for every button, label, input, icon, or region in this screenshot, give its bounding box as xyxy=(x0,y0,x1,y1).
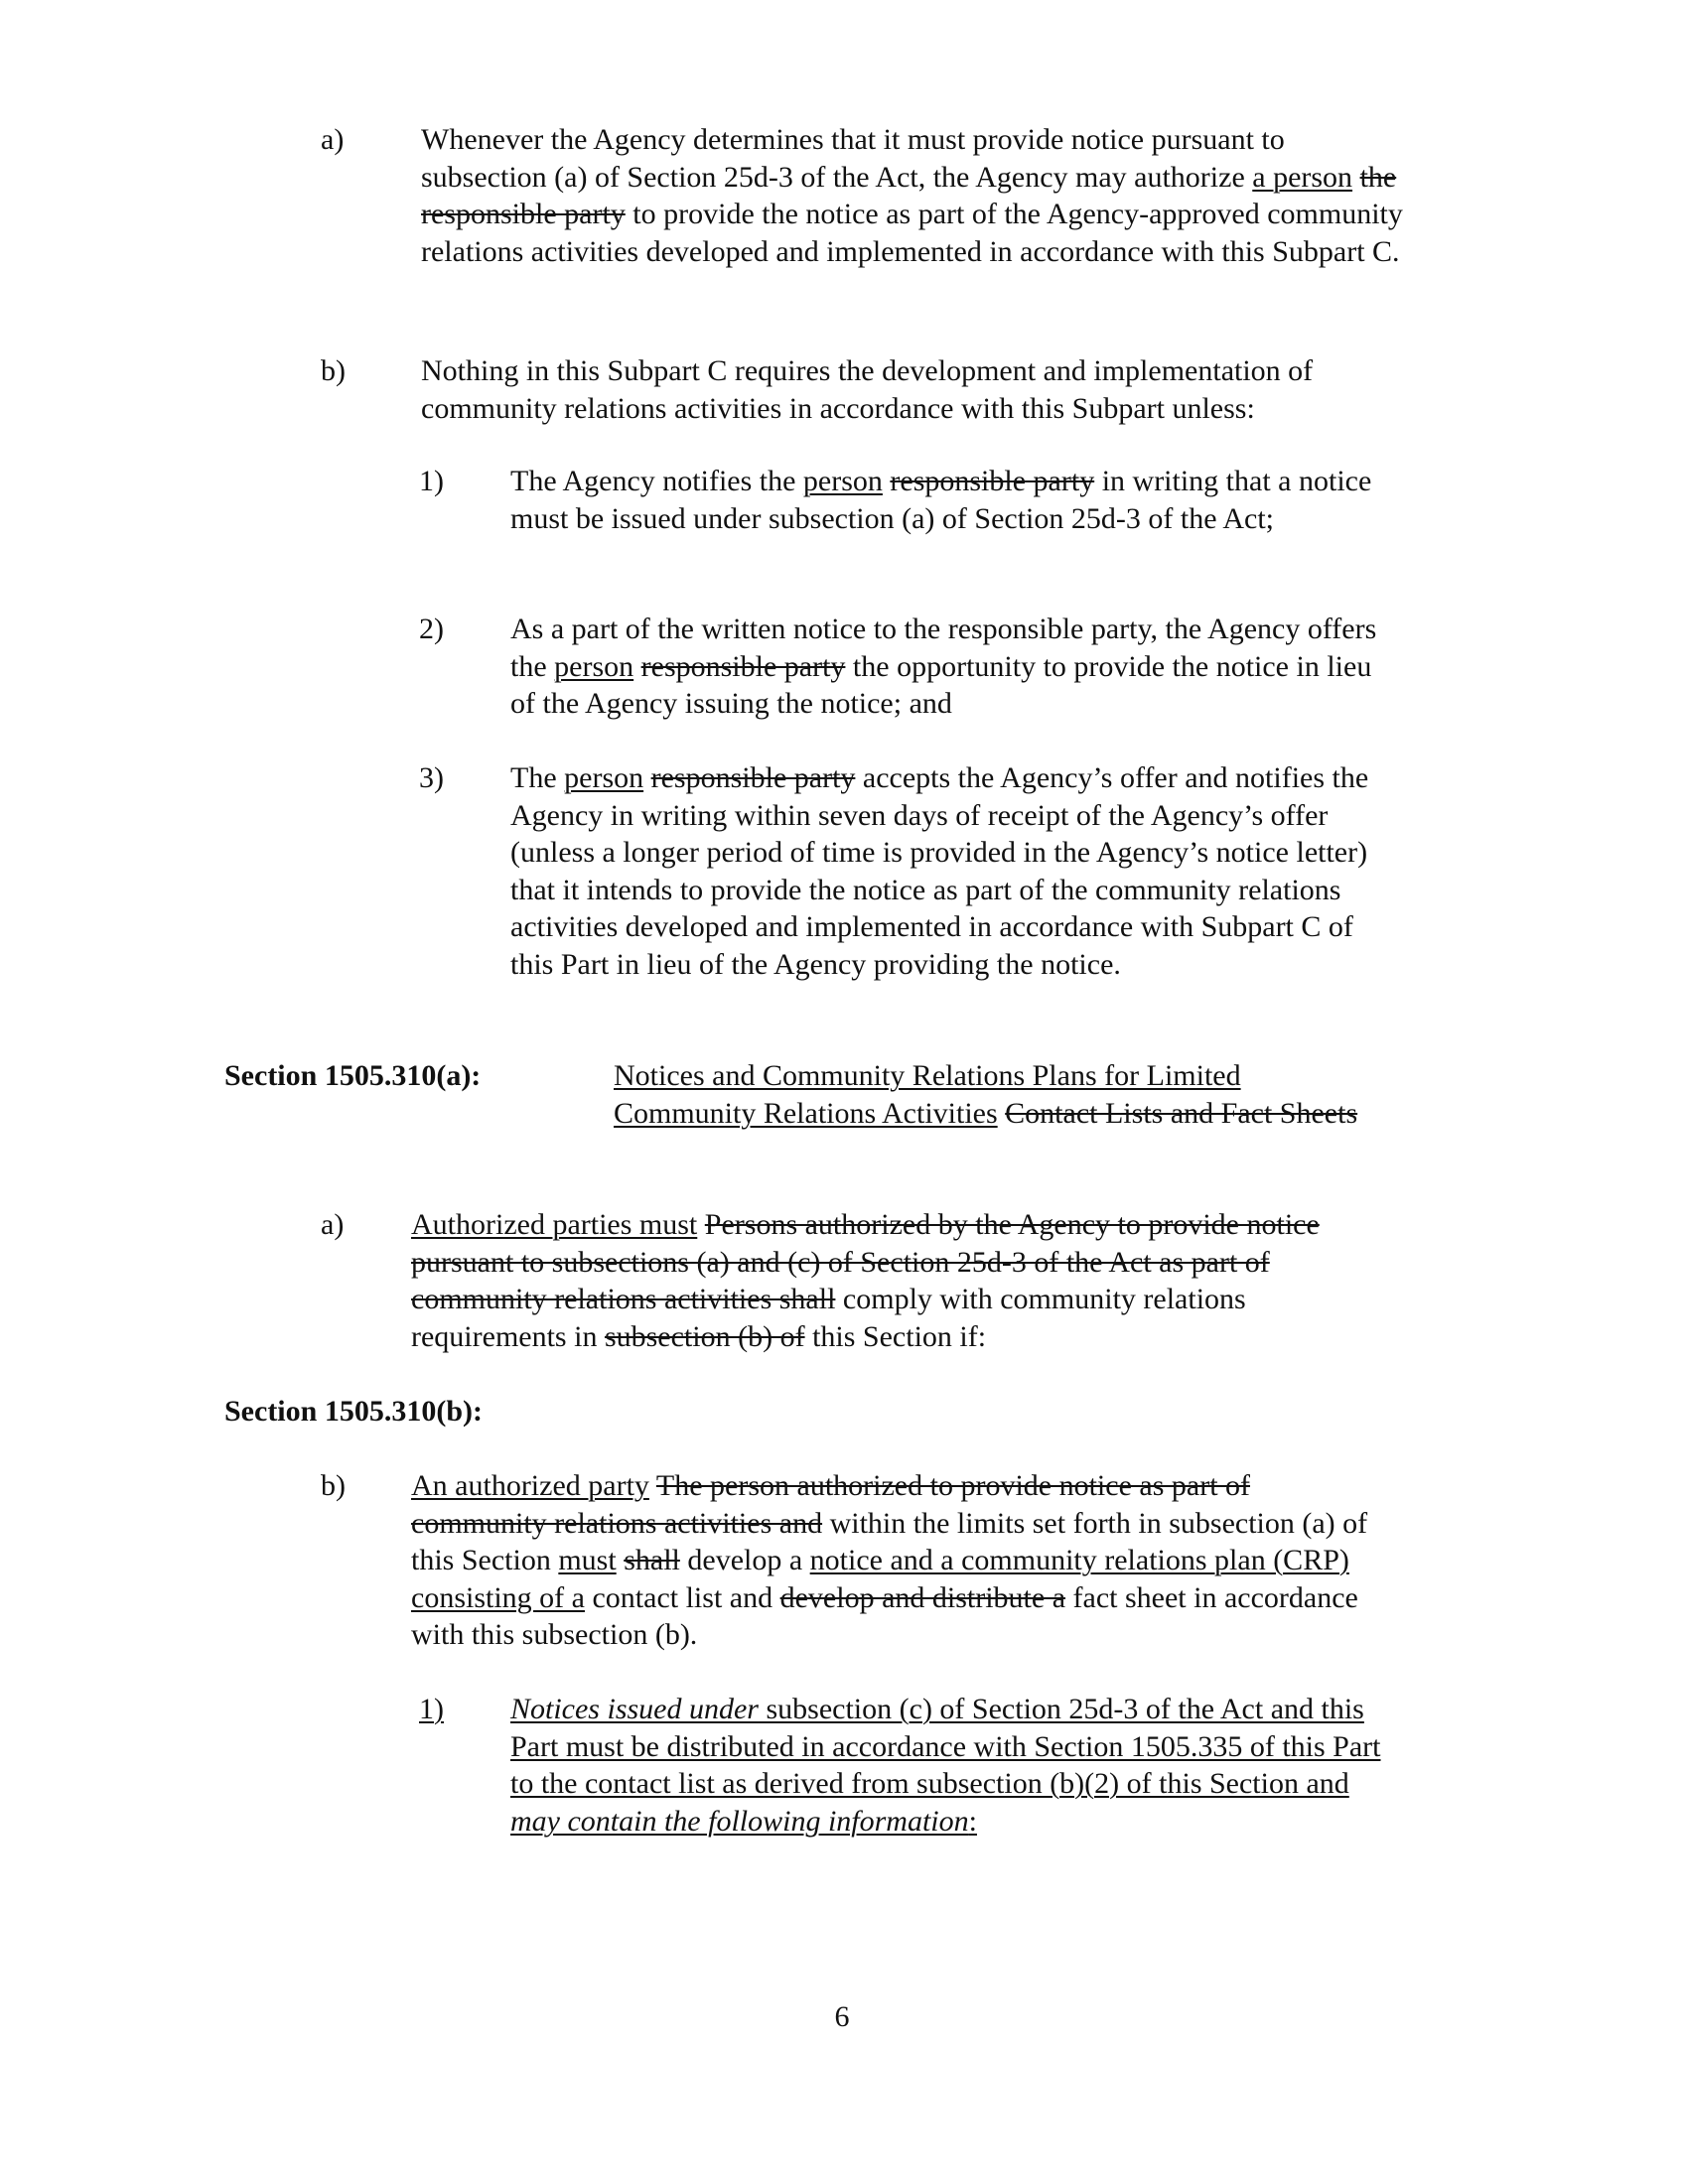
inserted-text: : xyxy=(968,1804,977,1838)
section-a-para-label: a) xyxy=(321,1208,345,1241)
section-b-item-1-text xyxy=(510,1691,1384,1840)
text-run: Nothing in this Subpart C requires the development and implementation of community relations activities in accordance with this Subpart unless: xyxy=(421,354,1314,425)
inserted-text: person xyxy=(564,761,644,794)
section-a-heading: Section 1505.310(a): xyxy=(224,1059,482,1092)
inserted-text: Notices and Community Relations Plans for Limited Community Relations Activities xyxy=(614,1059,1241,1130)
inserted-text: must xyxy=(558,1544,617,1576)
item-2-label: 2) xyxy=(419,613,444,645)
inserted-text: person xyxy=(554,649,634,683)
text-run: The Agency notifies the xyxy=(510,465,803,497)
inserted-text: a person xyxy=(1252,160,1353,194)
deleted-text: responsible party xyxy=(890,465,1095,497)
inserted-text: An authorized party xyxy=(411,1469,649,1502)
text-run: contact list and xyxy=(584,1580,780,1614)
text-run xyxy=(633,650,641,683)
para-b-text xyxy=(421,352,1414,427)
inserted-text: may contain the following information xyxy=(510,1804,969,1838)
deleted-text: shall xyxy=(624,1544,680,1576)
item-3-label: 3) xyxy=(419,761,444,794)
text-run: accepts the Agency’s offer and notifies the Agency in writing within seven days of receipt of the Agency’s offer (unless a longer period of time is provided in the Agency’s notice letter) that it intends to provide the notice as part of the community relations activities developed and implemented in accordance with Subpart C of this Part in lieu of the Agency providing the notice. xyxy=(510,761,1369,981)
deleted-text: Contact Lists and Fact Sheets xyxy=(1005,1096,1358,1130)
section-b-para-label: b) xyxy=(321,1469,346,1502)
text-run: The xyxy=(510,761,565,794)
item-1-text xyxy=(510,463,1384,537)
text-run: the opportunity to provide the notice in lieu of the Agency issuing the notice; and xyxy=(510,649,1372,720)
text-run xyxy=(1352,161,1360,194)
inserted-text: subsection (c) of Section 25d-3 of the Act and this Part must be distributed in accordance with Section 1505.335 of this Part to the contact list as derived from subsection (b)(2) of this Section and xyxy=(510,1693,1381,1800)
deleted-text: The person authorized to provide notice as part of community relations activities and xyxy=(411,1469,1251,1540)
section-b-heading: Section 1505.310(b): xyxy=(224,1395,483,1428)
item-1-label: 1) xyxy=(419,465,444,497)
text-run: As a part of the written notice to the responsible party, the Agency offers the xyxy=(510,613,1377,683)
text-run xyxy=(649,1469,656,1502)
item-2-text xyxy=(510,611,1384,723)
section-b-item-1-label: 1) xyxy=(419,1693,444,1725)
section-a-title xyxy=(614,1057,1368,1132)
section-a-para-text xyxy=(411,1206,1364,1355)
text-run: within the limits set forth in subsection (a) of this Section xyxy=(411,1506,1368,1576)
text-run xyxy=(643,761,651,794)
section-b-para-text xyxy=(411,1467,1374,1654)
inserted-text: person xyxy=(802,465,883,497)
text-run: to provide the notice as part of the Agency-approved community relations activities developed and implemented in accordance with this Subpart C. xyxy=(421,198,1403,268)
para-b-label: b) xyxy=(321,354,346,387)
text-run: comply with community relations requirements in xyxy=(411,1283,1246,1353)
para-a-label: a) xyxy=(321,123,345,156)
text-run: develop a xyxy=(679,1544,810,1576)
para-a-text xyxy=(421,121,1404,270)
inserted-text: Authorized parties must xyxy=(411,1208,698,1241)
inserted-text: Notices issued under xyxy=(510,1693,759,1725)
deleted-text: subsection (b) of xyxy=(604,1319,805,1353)
deleted-text: Persons authorized by the Agency to provide notice pursuant to subsections (a) and (c) of Section 25d-3 of the Act as part of community relations activities shall xyxy=(411,1208,1320,1315)
text-run: fact sheet in accordance with this subsection (b). xyxy=(411,1580,1358,1651)
text-run: in writing that a notice must be issued under subsection (a) of Section 25d-3 of the Act; xyxy=(510,465,1372,535)
deleted-text: responsible party xyxy=(640,649,846,683)
text-run: Whenever the Agency determines that it must provide notice pursuant to subsection (a) of Section 25d-3 of the Act, the Agency may authorize xyxy=(421,123,1285,194)
inserted-text: notice and a community relations plan (CRP) consisting of a xyxy=(411,1544,1349,1614)
deleted-text: the responsible party xyxy=(421,160,1397,230)
page-number: 6 xyxy=(834,2000,850,2033)
text-run: this Section if: xyxy=(804,1319,987,1353)
text-run xyxy=(697,1208,705,1241)
deleted-text: responsible party xyxy=(650,761,856,794)
deleted-text: develop and distribute a xyxy=(779,1580,1066,1614)
item-3-text xyxy=(510,759,1394,983)
